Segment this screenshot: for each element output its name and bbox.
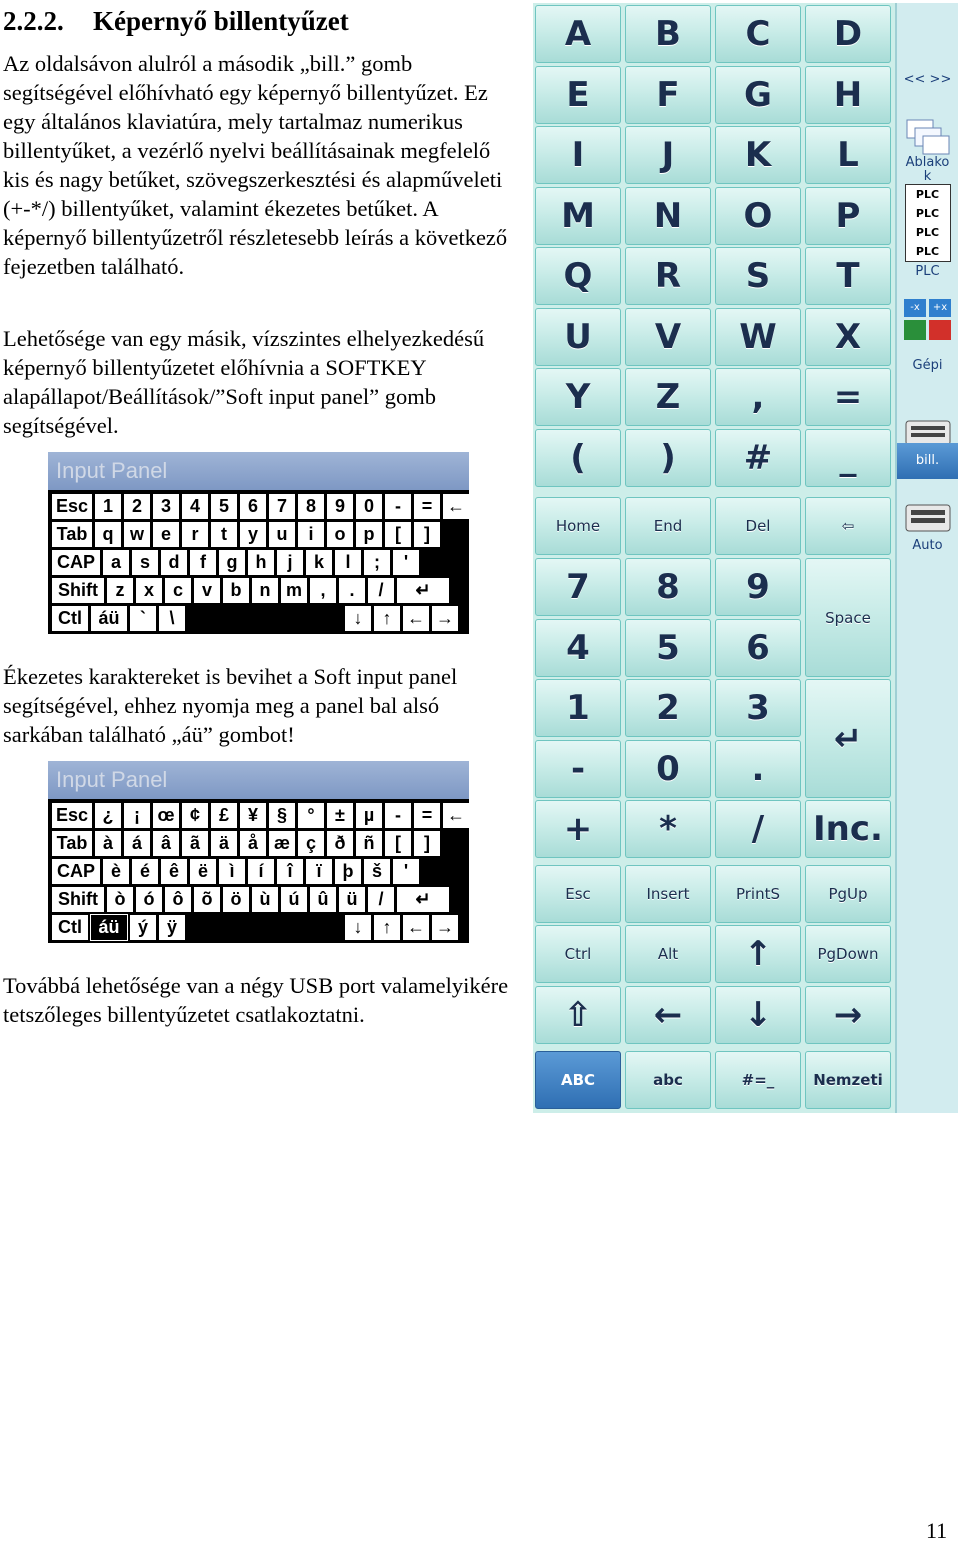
panel-key[interactable]: CAP [52, 550, 100, 575]
panel-key[interactable]: ï [306, 859, 332, 884]
letter-key[interactable]: Y [535, 368, 621, 426]
panel-key[interactable]: 7 [269, 494, 295, 519]
panel-key[interactable]: ¿ [95, 803, 121, 828]
panel-key[interactable]: Tab [52, 522, 92, 547]
panel-key[interactable]: š [364, 859, 390, 884]
letter-key[interactable]: D [805, 5, 891, 63]
panel-key[interactable]: → [432, 606, 458, 631]
paragraph-1: Az oldalsávon alulról a második „bill.” gomb segítségével előhívható egy képernyő billentyűzet. Ez egy általános klaviatúra, mely tartalmaz numerikus billentyűket, a vezérlő nyelvi beállításainak megfelelő kis és nagy betűket, szövegszerkesztési és alapműveleti (+-*/) billentyűket, valamint ékezetes betűket. A képernyő billentyűzetről részletesebb leírás a következő fejezetben található. [3, 51, 508, 279]
panel-key[interactable]: õ [194, 887, 220, 912]
panel-key[interactable]: ' [393, 550, 419, 575]
panel-key[interactable]: û [310, 887, 336, 912]
panel-key[interactable]: ú [281, 887, 307, 912]
auto-button[interactable]: Auto [897, 481, 958, 571]
letter-key[interactable]: J [625, 126, 711, 184]
letter-key[interactable]: B [625, 5, 711, 63]
panel-key[interactable]: œ [153, 803, 179, 828]
panel-key[interactable]: ↑ [374, 915, 400, 940]
panel-key[interactable]: m [281, 578, 307, 603]
panel-key[interactable]: n [252, 578, 278, 603]
number-key[interactable]: 5 [625, 619, 711, 677]
panel-key[interactable]: - [385, 494, 411, 519]
sidebar [895, 3, 958, 1113]
panel-key[interactable]: ↓ [345, 915, 371, 940]
plc-button[interactable]: PLC [915, 264, 940, 279]
panel-key[interactable]: q [95, 522, 121, 547]
letter-key[interactable]: U [535, 308, 621, 366]
panel-key[interactable]: é [132, 859, 158, 884]
panel-key[interactable]: / [368, 578, 394, 603]
panel-key[interactable]: ô [165, 887, 191, 912]
panel-key[interactable]: / [368, 887, 394, 912]
number-key[interactable]: * [625, 800, 711, 858]
control-key[interactable]: PgUp [805, 865, 891, 923]
letter-key[interactable]: T [805, 247, 891, 305]
plc-grid-icon: PLC PLC PLC PLC [905, 184, 951, 262]
panel-key[interactable]: ↵ [397, 578, 449, 603]
panel-key[interactable]: î [277, 859, 303, 884]
control-key[interactable]: ↑ [715, 925, 801, 983]
number-key[interactable]: 8 [625, 558, 711, 616]
panel-key[interactable]: § [269, 803, 295, 828]
letter-key[interactable]: N [625, 187, 711, 245]
panel-key[interactable]: t [211, 522, 237, 547]
panel-key[interactable]: å [240, 831, 266, 856]
panel-key[interactable]: þ [335, 859, 361, 884]
panel-key[interactable]: - [385, 803, 411, 828]
panel-key[interactable]: , [310, 578, 336, 603]
input-panel-1 [48, 452, 469, 634]
panel-key[interactable]: ç [298, 831, 324, 856]
arrow-key[interactable]: ↓ [715, 986, 801, 1044]
plc-grid-button[interactable] [897, 188, 958, 258]
panel-key[interactable]: ↑ [374, 606, 400, 631]
letter-key[interactable]: # [715, 429, 801, 487]
section-title: Képernyő billentyűzet [93, 6, 349, 36]
paragraph-4: Továbbá lehetősége van a négy USB port valamelyikére tetszőleges billentyűzetet csatlakoztatni. [3, 973, 509, 1027]
number-key[interactable]: 6 [715, 619, 801, 677]
panel-key[interactable]: f [190, 550, 216, 575]
paragraph-3: Ékezetes karaktereket is bevihet a Soft input panel segítségével, ehhez nyomja meg a panel bal alsó sarkában található „áü” gombot! [3, 664, 458, 747]
panel-key[interactable]: µ [356, 803, 382, 828]
letter-key[interactable]: K [715, 126, 801, 184]
number-key[interactable]: 0 [625, 740, 711, 798]
panel-key[interactable]: æ [269, 831, 295, 856]
control-key[interactable]: PrintS [715, 865, 801, 923]
panel-key[interactable]: i [298, 522, 324, 547]
panel-key[interactable]: áü [91, 915, 127, 940]
keyboard-icon [904, 499, 952, 539]
number-key[interactable]: 2 [625, 679, 711, 737]
letter-key[interactable]: G [715, 66, 801, 124]
letter-key[interactable]: ( [535, 429, 621, 487]
panel-key[interactable]: l [335, 550, 361, 575]
window-button[interactable]: Ablako k [897, 111, 958, 191]
number-key[interactable]: . [715, 740, 801, 798]
panel-key[interactable]: d [161, 550, 187, 575]
letter-key[interactable]: P [805, 187, 891, 245]
control-key[interactable]: Esc [535, 865, 621, 923]
panel-key[interactable]: ± [327, 803, 353, 828]
number-key[interactable]: / [715, 800, 801, 858]
panel-key[interactable]: 9 [327, 494, 353, 519]
panel-key[interactable]: Esc [52, 803, 92, 828]
panel-key[interactable]: ← [443, 803, 469, 828]
letter-key[interactable]: V [625, 308, 711, 366]
panel-key[interactable]: ý [130, 915, 156, 940]
panel-key[interactable]: 0 [356, 494, 382, 519]
panel-key[interactable]: ê [161, 859, 187, 884]
panel-key[interactable]: p [356, 522, 382, 547]
nav-key[interactable]: Del [715, 497, 801, 555]
control-key[interactable]: Ctrl [535, 925, 621, 983]
number-key[interactable]: 7 [535, 558, 621, 616]
panel-key[interactable]: CAP [52, 859, 100, 884]
panel-key[interactable]: ↵ [397, 887, 449, 912]
letter-key[interactable]: E [535, 66, 621, 124]
input-panel-2 [48, 761, 469, 943]
panel-key[interactable]: ° [298, 803, 324, 828]
panel-key[interactable]: h [248, 550, 274, 575]
panel-key[interactable]: ò [107, 887, 133, 912]
enter-key[interactable]: ↵ [805, 679, 891, 798]
panel-key[interactable]: v [194, 578, 220, 603]
panel-key[interactable]: ü [339, 887, 365, 912]
panel-key[interactable]: Tab [52, 831, 92, 856]
panel-key[interactable]: \ [159, 606, 185, 631]
panel-key[interactable]: g [219, 550, 245, 575]
panel-key[interactable]: 1 [95, 494, 121, 519]
inc-key[interactable]: Inc. [805, 800, 891, 858]
panel-key[interactable]: á [124, 831, 150, 856]
nav-key[interactable]: Home [535, 497, 621, 555]
panel-key[interactable]: ë [190, 859, 216, 884]
panel-key[interactable]: ù [252, 887, 278, 912]
letter-key[interactable]: S [715, 247, 801, 305]
panel-key[interactable]: → [432, 915, 458, 940]
panel-key[interactable]: k [306, 550, 332, 575]
letter-key[interactable]: M [535, 187, 621, 245]
letter-key[interactable]: O [715, 187, 801, 245]
panel-key[interactable]: z [107, 578, 133, 603]
panel-key[interactable]: Esc [52, 494, 92, 519]
letter-key[interactable]: R [625, 247, 711, 305]
panel-key[interactable]: í [248, 859, 274, 884]
letter-key[interactable]: I [535, 126, 621, 184]
panel-key[interactable]: x [136, 578, 162, 603]
panel-key[interactable]: ↓ [345, 606, 371, 631]
panel-key[interactable]: Ctl [52, 606, 88, 631]
panel-key[interactable]: ] [414, 522, 440, 547]
panel-key[interactable]: ó [136, 887, 162, 912]
panel-key[interactable]: à [95, 831, 121, 856]
section-heading [3, 6, 349, 37]
panel-key[interactable]: ä [211, 831, 237, 856]
input-panel-title: Input Panel [48, 452, 469, 490]
panel-key[interactable]: ð [327, 831, 353, 856]
panel-key[interactable]: ¥ [240, 803, 266, 828]
panel-key[interactable]: 2 [124, 494, 150, 519]
panel-key[interactable]: w [124, 522, 150, 547]
panel-key[interactable]: = [414, 494, 440, 519]
number-key[interactable]: 4 [535, 619, 621, 677]
input-panel-keys [48, 490, 469, 634]
panel-key[interactable]: e [153, 522, 179, 547]
panel-key[interactable]: o [327, 522, 353, 547]
panel-key[interactable]: Ctl [52, 915, 88, 940]
windows-icon [905, 118, 951, 156]
letter-key[interactable]: F [625, 66, 711, 124]
number-key[interactable]: 1 [535, 679, 621, 737]
letter-key[interactable]: A [535, 5, 621, 63]
input-panel-keys [48, 799, 469, 943]
letter-key[interactable]: ) [625, 429, 711, 487]
arrow-key[interactable]: ⇧ [535, 986, 621, 1044]
arrow-key[interactable]: → [805, 986, 891, 1044]
input-panel-title: Input Panel [48, 761, 469, 799]
letter-key[interactable]: _ [805, 429, 891, 487]
control-key[interactable]: Alt [625, 925, 711, 983]
panel-key[interactable]: j [277, 550, 303, 575]
mode-key[interactable]: abc [625, 1051, 711, 1109]
panel-key[interactable]: ñ [356, 831, 382, 856]
letter-key[interactable]: C [715, 5, 801, 63]
panel-key[interactable]: [ [385, 522, 411, 547]
panel-key[interactable]: Shift [52, 578, 104, 603]
panel-key[interactable]: s [132, 550, 158, 575]
panel-key[interactable]: = [414, 803, 440, 828]
number-key[interactable]: 3 [715, 679, 801, 737]
zoom-plus-icon: +x [929, 299, 951, 317]
panel-key[interactable]: 8 [298, 494, 324, 519]
number-key[interactable]: 9 [715, 558, 801, 616]
panel-key[interactable]: a [103, 550, 129, 575]
section-number: 2.2.2. [3, 6, 64, 36]
panel-key[interactable]: ] [414, 831, 440, 856]
panel-key[interactable]: b [223, 578, 249, 603]
control-key[interactable]: Insert [625, 865, 711, 923]
panel-key[interactable]: 5 [211, 494, 237, 519]
panel-key[interactable]: ' [393, 859, 419, 884]
mode-key[interactable]: #=_ [715, 1051, 801, 1109]
nav-key[interactable]: ⇦ [805, 497, 891, 555]
panel-key[interactable]: ¢ [182, 803, 208, 828]
panel-key[interactable]: 4 [182, 494, 208, 519]
nav-key[interactable]: End [625, 497, 711, 555]
panel-key[interactable]: ì [219, 859, 245, 884]
letter-key[interactable]: W [715, 308, 801, 366]
panel-key[interactable]: ã [182, 831, 208, 856]
number-key[interactable]: - [535, 740, 621, 798]
panel-key[interactable]: y [240, 522, 266, 547]
panel-key[interactable]: r [182, 522, 208, 547]
panel-key[interactable]: £ [211, 803, 237, 828]
red-tool-icon [929, 320, 951, 340]
panel-key[interactable]: áü [91, 606, 127, 631]
panel-key[interactable]: ← [403, 915, 429, 940]
panel-key[interactable]: ; [364, 550, 390, 575]
letter-key[interactable]: X [805, 308, 891, 366]
panel-key[interactable]: u [269, 522, 295, 547]
green-tool-icon [904, 320, 926, 340]
panel-key[interactable]: 3 [153, 494, 179, 519]
letter-key[interactable]: Q [535, 247, 621, 305]
letter-key[interactable]: = [805, 368, 891, 426]
panel-key[interactable]: [ [385, 831, 411, 856]
bill-label: bill. [897, 443, 958, 479]
number-key[interactable]: + [535, 800, 621, 858]
panel-key[interactable]: c [165, 578, 191, 603]
panel-key[interactable]: ö [223, 887, 249, 912]
zoom-minus-icon: -x [904, 299, 926, 317]
letter-key[interactable]: H [805, 66, 891, 124]
panel-key[interactable]: . [339, 578, 365, 603]
control-key[interactable]: PgDown [805, 925, 891, 983]
panel-key[interactable]: è [103, 859, 129, 884]
letter-key[interactable]: L [805, 126, 891, 184]
gepi-button[interactable]: Gépi [912, 358, 943, 373]
page-number: 11 [926, 1518, 948, 1543]
icon-button-group[interactable] [897, 293, 958, 345]
letter-key[interactable]: , [715, 368, 801, 426]
letter-key[interactable]: Z [625, 368, 711, 426]
panel-key[interactable]: ¡ [124, 803, 150, 828]
panel-key[interactable]: ← [443, 494, 469, 519]
space-key[interactable]: Space [805, 558, 891, 677]
panel-key[interactable]: Shift [52, 887, 104, 912]
arrow-key[interactable]: ← [625, 986, 711, 1044]
paragraph-2: Lehetősége van egy másik, vízszintes elhelyezkedésű képernyő billentyűzetet előhívnia a SOFTKEY alapállapot/Beállítások/”Soft input panel” gomb segítségével. [3, 326, 485, 438]
mode-key[interactable]: Nemzeti [805, 1051, 891, 1109]
panel-key[interactable]: ` [130, 606, 156, 631]
panel-key[interactable]: 6 [240, 494, 266, 519]
scroll-button[interactable]: << >> [903, 72, 952, 87]
panel-key[interactable]: ÿ [159, 915, 185, 940]
panel-key[interactable]: â [153, 831, 179, 856]
panel-key[interactable]: ← [403, 606, 429, 631]
mode-key[interactable]: ABC [535, 1051, 621, 1109]
